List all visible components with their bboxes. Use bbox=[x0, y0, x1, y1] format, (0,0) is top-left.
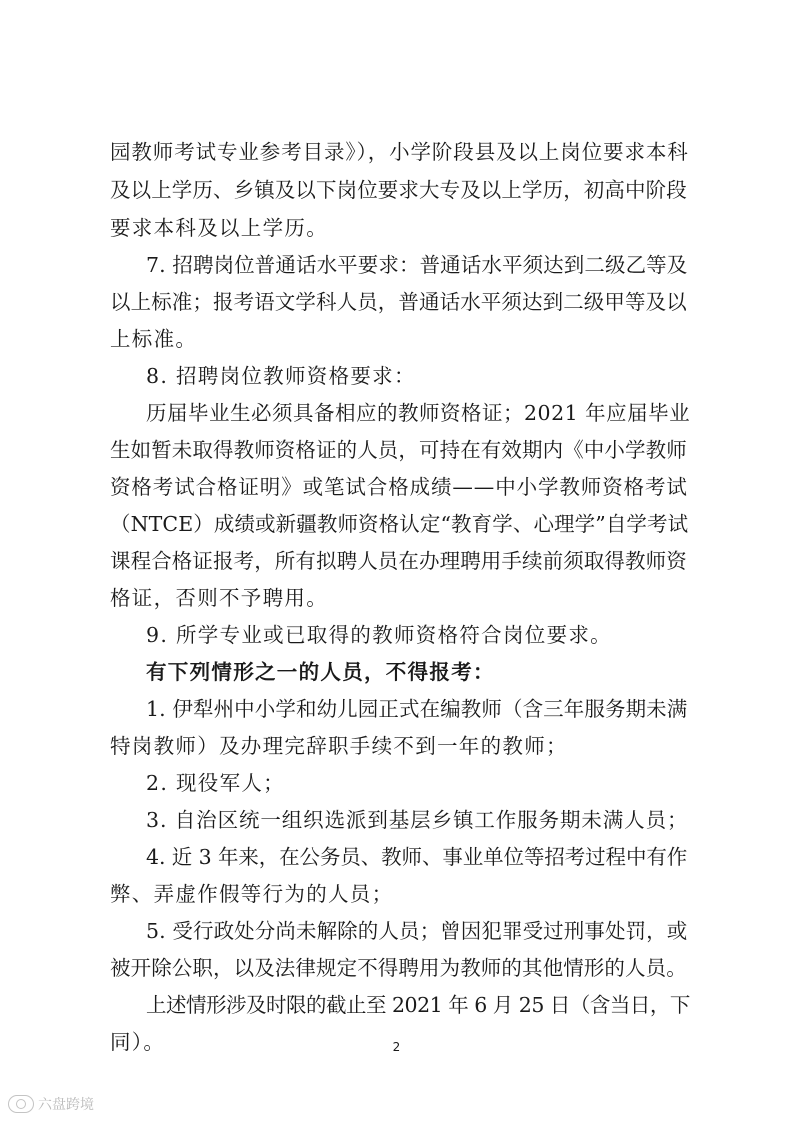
watermark bbox=[8, 1094, 94, 1114]
text-line: 园教师考试专业参考目录》），小学阶段县及以上岗位要求本科 bbox=[110, 140, 689, 164]
text-line: 9. 所学专业或已取得的教师资格符合岗位要求。 bbox=[146, 623, 612, 647]
text-line: 被开除公职，以及法律规定不得聘用为教师的其他情形的人员。 bbox=[110, 956, 687, 980]
text-line: 历届毕业生必须具备相应的教师资格证；2021 年应届毕业 bbox=[146, 401, 691, 425]
text-line: 上标准。 bbox=[110, 327, 198, 351]
text-line: 5. 受行政处分尚未解除的人员；曾因犯罪受过刑事处罚，或 bbox=[146, 919, 688, 943]
text-line: 3. 自治区统一组织选派到基层乡镇工作服务期未满人员； bbox=[146, 808, 689, 832]
text-line: 1. 伊犁州中小学和幼儿园正式在编教师（含三年服务期未满 bbox=[146, 697, 688, 721]
text-line: 生如暂未取得教师资格证的人员，可持在有效期内《中小学教师 bbox=[110, 438, 687, 462]
text-line: 格证，否则不予聘用。 bbox=[110, 586, 328, 610]
text-line: 8. 招聘岗位教师资格要求： bbox=[146, 364, 416, 388]
text-line: 以上标准；报考语文学科人员，普通话水平须达到二级甲等及以 bbox=[110, 290, 687, 314]
text-line: （NTCE）成绩或新疆教师资格认定“教育学、心理学”自学考试 bbox=[110, 512, 689, 536]
text-line: 资格考试合格证明》或笔试合格成绩——中小学教师资格考试 bbox=[110, 475, 688, 499]
text-line: 同）。 bbox=[110, 1030, 166, 1054]
section-heading: 有下列情形之一的人员，不得报考： bbox=[146, 660, 495, 684]
text-line: 上述情形涉及时限的截止至 2021 年 6 月 25 日（含当日，下 bbox=[146, 993, 690, 1017]
text-line: 7. 招聘岗位普通话水平要求：普通话水平须达到二级乙等及 bbox=[146, 253, 688, 277]
text-line: 要求本科及以上学历。 bbox=[110, 216, 328, 240]
page-number: 2 bbox=[392, 1040, 401, 1054]
text-line: 2. 现役军人； bbox=[146, 771, 285, 795]
text-line: 课程合格证报考，所有拟聘人员在办理聘用手续前须取得教师资 bbox=[110, 549, 687, 573]
text-line: 特岗教师）及办理完辞职手续不到一年的教师； bbox=[110, 734, 568, 758]
text-line: 弊、弄虚作假等行为的人员； bbox=[110, 882, 394, 906]
text-line: 4. 近 3 年来，在公务员、教师、事业单位等招考过程中有作 bbox=[146, 845, 688, 869]
text-line: 及以上学历、乡镇及以下岗位要求大专及以上学历，初高中阶段 bbox=[110, 178, 687, 202]
watermark-logo-icon bbox=[8, 1095, 34, 1113]
watermark-text: 六盘跨境 bbox=[38, 1097, 94, 1113]
